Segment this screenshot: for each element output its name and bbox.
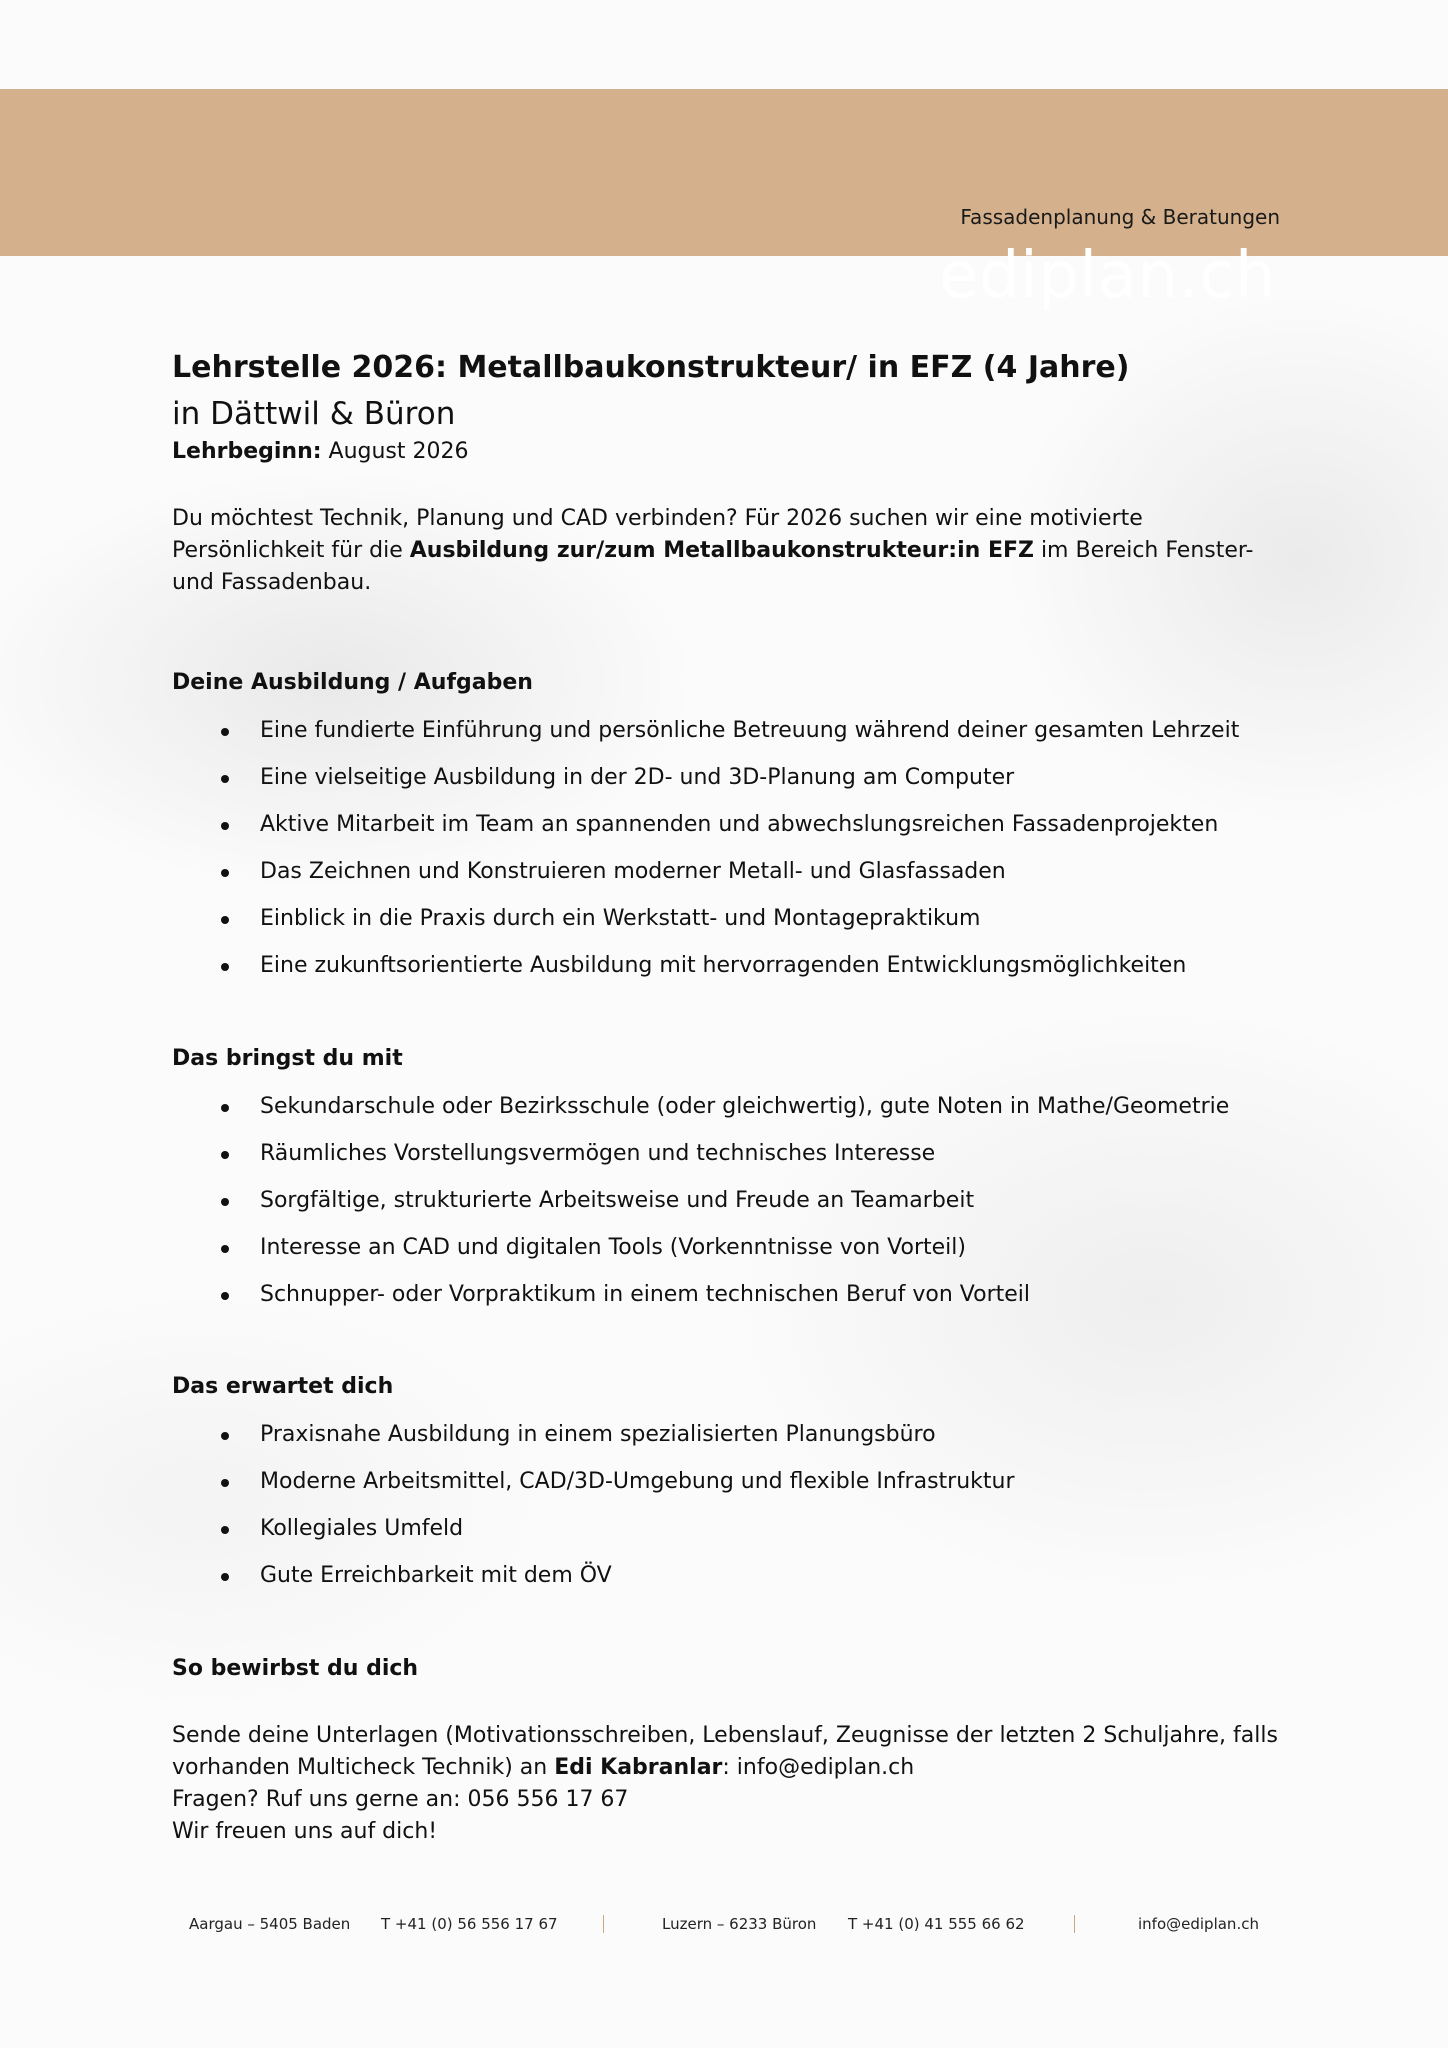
bullet-list-requirements xyxy=(172,1092,1229,1327)
footer-office-bueron: Luzern – 6233 Büron xyxy=(662,1915,817,1933)
start-label: Lehrbeginn: xyxy=(172,439,322,464)
apply-text xyxy=(172,1720,1302,1784)
list-item: Räumliches Vorstellungsvermögen und technisches Interesse xyxy=(172,1139,1229,1186)
list-item: Praxisnahe Ausbildung in einem spezialisierten Planungsbüro xyxy=(172,1420,1015,1467)
section-heading: Das bringst du mit xyxy=(172,1046,403,1071)
footer-phone-baden: T +41 (0) 56 556 17 67 xyxy=(381,1915,558,1933)
footer-divider xyxy=(603,1915,604,1933)
section-heading: Das erwartet dich xyxy=(172,1374,394,1399)
section-heading: Deine Ausbildung / Aufgaben xyxy=(172,670,533,695)
apply-paragraph xyxy=(172,1720,1302,1848)
intro-text-end: im Bereich Fenster- und Fassadenbau. xyxy=(172,538,1254,595)
contact-email[interactable]: : info@ediplan.ch xyxy=(722,1755,915,1780)
start-date xyxy=(172,439,469,464)
location: in Dättwil & Büron xyxy=(172,396,456,432)
footer-email[interactable]: info@ediplan.ch xyxy=(1138,1915,1259,1933)
contact-name: Edi Kabranlar xyxy=(554,1755,723,1780)
list-item: Sorgfältige, strukturierte Arbeitsweise und Freude an Teamarbeit xyxy=(172,1186,1229,1233)
start-value: August 2026 xyxy=(328,439,469,464)
list-item: Sekundarschule oder Bezirksschule (oder gleichwertig), gute Noten in Mathe/Geometrie xyxy=(172,1092,1229,1139)
header-banner xyxy=(0,89,1448,313)
tagline: Fassadenplanung & Beratungen xyxy=(960,205,1280,229)
list-item: Moderne Arbeitsmittel, CAD/3D-Umgebung und flexible Infrastruktur xyxy=(172,1467,1015,1514)
list-item: Das Zeichnen und Konstruieren moderner Metall- und Glasfassaden xyxy=(172,857,1239,904)
intro-paragraph xyxy=(172,503,1302,599)
page-title: Lehrstelle 2026: Metallbaukonstrukteur/ in EFZ (4 Jahre) xyxy=(172,350,1130,385)
list-item: Interesse an CAD und digitalen Tools (Vorkenntnisse von Vorteil) xyxy=(172,1233,1229,1280)
list-item: Eine vielseitige Ausbildung in der 2D- und 3D-Planung am Computer xyxy=(172,763,1239,810)
phone-line: Fragen? Ruf uns gerne an: 056 556 17 67 xyxy=(172,1787,629,1812)
footer-divider xyxy=(1074,1915,1075,1933)
list-item: Gute Erreichbarkeit mit dem ÖV xyxy=(172,1561,1015,1608)
list-item: Einblick in die Praxis durch ein Werkstatt- und Montagepraktikum xyxy=(172,904,1239,951)
bullet-list-offer xyxy=(172,1420,1015,1608)
section-heading: So bewirbst du dich xyxy=(172,1656,419,1681)
apply-text-start: Sende deine Unterlagen (Motivationsschreiben, Lebenslauf, Zeugnisse der letzten 2 Schuljahre, falls vorhanden Multicheck Technik) an xyxy=(172,1723,1278,1780)
list-item: Schnupper- oder Vorpraktikum in einem technischen Beruf von Vorteil xyxy=(172,1280,1229,1327)
closing-line: Wir freuen uns auf dich! xyxy=(172,1819,438,1844)
bullet-list-tasks xyxy=(172,716,1239,998)
list-item: Eine zukunftsorientierte Ausbildung mit hervorragenden Entwicklungsmöglichkeiten xyxy=(172,951,1239,998)
list-item: Eine fundierte Einführung und persönliche Betreuung während deiner gesamten Lehrzeit xyxy=(172,716,1239,763)
logo: ediplan.ch xyxy=(938,239,1276,313)
list-item: Kollegiales Umfeld xyxy=(172,1514,1015,1561)
footer-phone-bueron: T +41 (0) 41 555 66 62 xyxy=(848,1915,1025,1933)
footer-office-baden: Aargau – 5405 Baden xyxy=(189,1915,351,1933)
list-item: Aktive Mitarbeit im Team an spannenden und abwechslungsreichen Fassadenprojekten xyxy=(172,810,1239,857)
intro-bold: Ausbildung zur/zum Metallbaukonstrukteur:in EFZ xyxy=(409,538,1034,563)
intro-text: Du möchtest Technik, Planung und CAD verbinden? Für 2026 suchen wir eine motivierte Persönlichkeit für die xyxy=(172,506,1143,563)
